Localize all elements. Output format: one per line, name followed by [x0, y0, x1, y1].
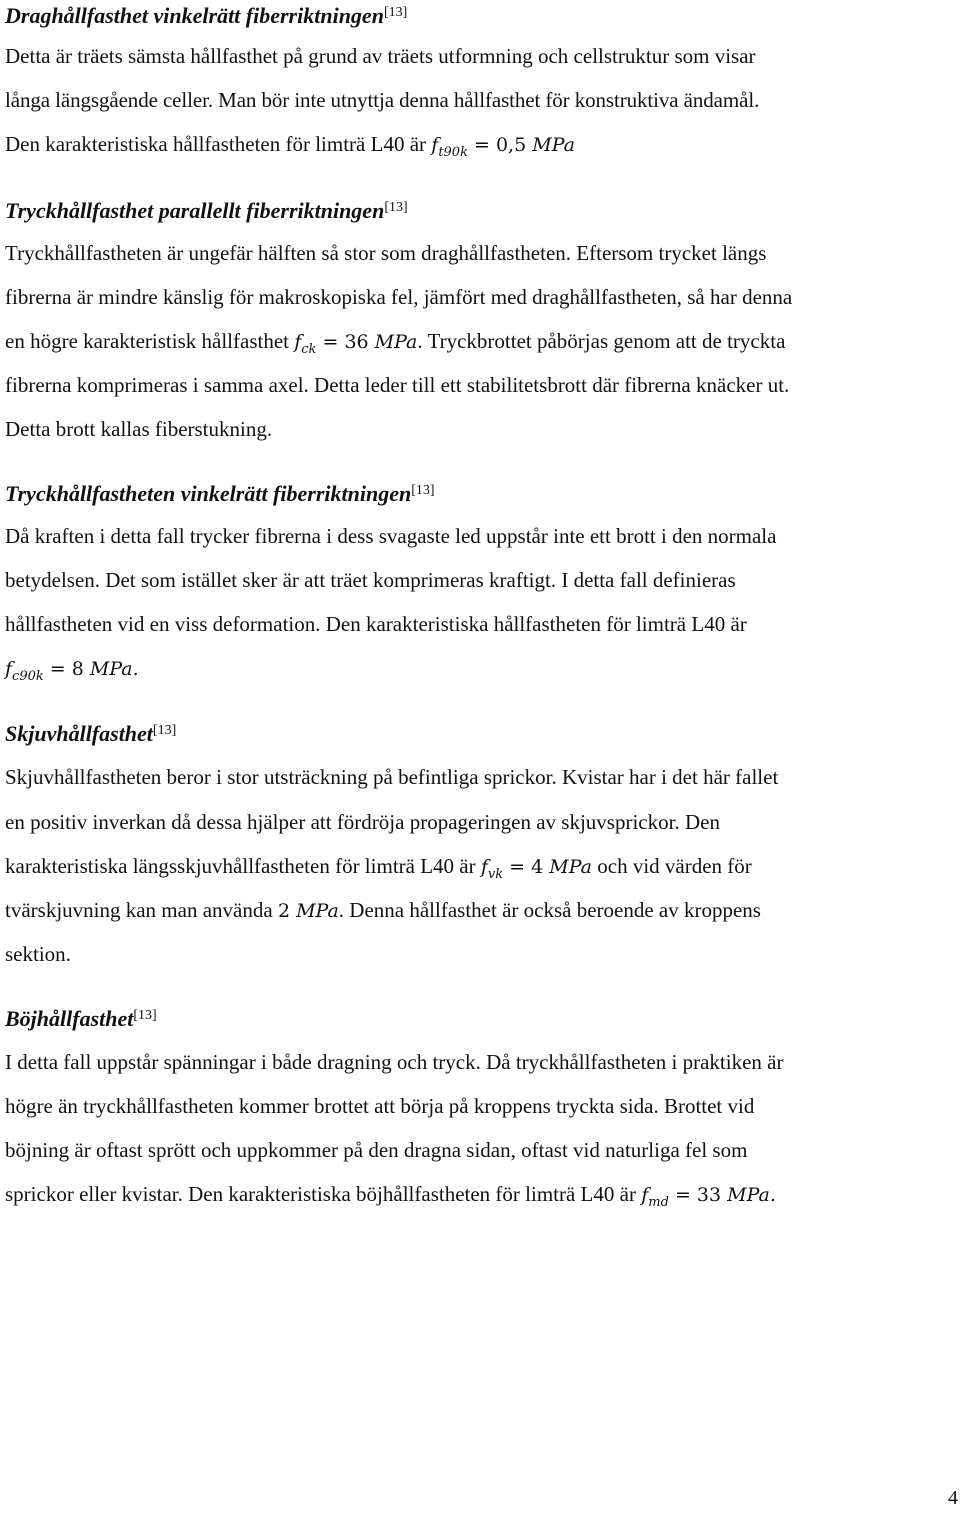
line-text: tvärskjuvning kan man använda — [5, 898, 278, 922]
section-skjuvhallfasthet — [5, 720, 955, 966]
formula-subscript: vk — [487, 866, 504, 882]
formula-subscript: md — [648, 1194, 669, 1210]
paragraph-line: I detta fall uppstår spänningar i både dragning och tryck. Då tryckhållfastheten i praktiken är — [5, 1050, 784, 1074]
paragraph-line — [5, 132, 575, 160]
formula-value: = 4 — [503, 856, 550, 878]
formula-symbol: f — [431, 134, 439, 156]
page-number: 4 — [948, 1487, 958, 1509]
line-text: sprickor eller kvistar. Den karakteristiska böjhållfastheten för limträ L40 är — [5, 1182, 642, 1206]
formula-unit: MPa. — [89, 658, 139, 680]
reference: [13] — [384, 200, 408, 215]
reference: [13] — [133, 1008, 157, 1023]
formula-subscript: t90k — [438, 144, 468, 160]
heading-text: Böjhållfasthet — [5, 1006, 134, 1031]
line-text: karakteristiska längsskjuvhållfastheten för limträ L40 är — [5, 854, 481, 878]
formula-value: = 33 — [668, 1184, 728, 1206]
heading-text: Draghållfasthet vinkelrätt fiberriktningen — [5, 3, 384, 28]
paragraph-line: Då kraften i detta fall trycker fibrerna i dess svagaste led uppstår inte ett brott i den normala — [5, 524, 777, 548]
paragraph-line: fibrerna komprimeras i samma axel. Detta leder till ett stabilitetsbrott där fibrerna knäcker ut. — [5, 373, 790, 397]
formula-symbol: f — [5, 658, 13, 680]
paragraph-line: långa längsgående celler. Man bör inte utnyttja denna hållfasthet för konstruktiva ändamål. — [5, 88, 760, 112]
formula-unit: MPa. — [727, 1184, 776, 1206]
paragraph-line: betydelsen. Det som istället sker är att träet komprimeras kraftigt. I detta fall definieras — [5, 568, 736, 592]
formula-fck — [294, 331, 418, 357]
formula-subscript: ck — [301, 341, 317, 357]
formula-unit: MPa — [374, 331, 418, 353]
paragraph-line: Skjuvhållfastheten beror i stor utsträckning på befintliga sprickor. Kvistar har i det här fallet — [5, 765, 779, 789]
line-text: Den karakteristiska hållfastheten för limträ L40 är — [5, 132, 432, 156]
formula-symbol: f — [480, 856, 488, 878]
formula-unit: MPa — [296, 900, 339, 922]
paragraph-line: hållfastheten vid en viss deformation. Den karakteristiska hållfastheten för limträ L40 är — [5, 612, 747, 636]
heading-text: Skjuvhållfasthet — [5, 721, 153, 746]
line-text: en högre karakteristisk hållfasthet — [5, 329, 295, 353]
paragraph-line — [5, 656, 139, 684]
line-text: och vid värden för — [592, 854, 752, 878]
paragraph-line — [5, 854, 752, 882]
section-tryckhallfasthet-parallellt — [5, 197, 955, 441]
section-heading — [5, 480, 955, 508]
paragraph-line: böjning är oftast sprött och uppkommer på den dragna sidan, oftast vid naturliga fel som — [5, 1138, 748, 1162]
formula-value: = 36 — [316, 331, 375, 353]
line-text: . Denna hållfasthet är också beroende av kroppens — [338, 898, 761, 922]
heading-text: Tryckhållfastheten vinkelrätt fiberriktningen — [5, 481, 412, 506]
line-text: . Tryckbrottet påbörjas genom att de tryckta — [417, 329, 786, 353]
section-tryckhallfastheten-vinkelratt — [5, 480, 955, 684]
formula-value: = 0,5 — [467, 134, 533, 156]
section-bojhallfasthet — [5, 1005, 955, 1210]
formula-symbol: f — [641, 1184, 649, 1206]
formula-value: 2 — [277, 900, 297, 922]
section-heading — [5, 720, 955, 748]
reference: [13] — [152, 723, 177, 738]
paragraph-line: sektion. — [5, 942, 71, 966]
paragraph-line: Tryckhållfastheten är ungefär hälften så stor som draghållfastheten. Eftersom trycket längs — [5, 241, 767, 265]
section-heading — [5, 2, 955, 30]
paragraph-line — [5, 898, 761, 923]
paragraph-line: Detta är träets sämsta hållfasthet på grund av träets utformning och cellstruktur som visar — [5, 44, 756, 68]
paragraph-line: högre än tryckhållfastheten kommer brottet att börja på kroppens tryckta sida. Brottet vid — [5, 1094, 755, 1118]
formula-fvk — [480, 856, 592, 882]
formula-symbol: f — [294, 331, 302, 353]
reference: [13] — [383, 5, 408, 20]
formula-ft90k — [431, 134, 575, 160]
paragraph-line — [5, 329, 785, 357]
formula-unit: MPa — [549, 856, 592, 878]
formula-fc90k — [5, 658, 139, 684]
section-draghallfasthet-vinkelratt — [5, 2, 955, 160]
section-heading — [5, 197, 955, 225]
formula-subscript: c90k — [12, 668, 44, 684]
formula-unit: MPa — [532, 134, 575, 156]
formula-value: = 8 — [43, 658, 90, 680]
paragraph-line: fibrerna är mindre känslig för makroskopiska fel, jämfört med draghållfastheten, så har denna — [5, 285, 793, 309]
heading-text: Tryckhållfasthet parallellt fiberriktningen — [5, 198, 385, 223]
formula-fmd — [641, 1184, 776, 1210]
section-heading — [5, 1005, 955, 1033]
paragraph-line — [5, 1182, 776, 1210]
reference: [13] — [411, 483, 435, 498]
formula-transverse-shear — [278, 900, 339, 922]
paragraph-line: en positiv inverkan då dessa hjälper att fördröja propageringen av skjuvsprickor. Den — [5, 810, 720, 834]
paragraph-line: Detta brott kallas fiberstukning. — [5, 417, 273, 441]
